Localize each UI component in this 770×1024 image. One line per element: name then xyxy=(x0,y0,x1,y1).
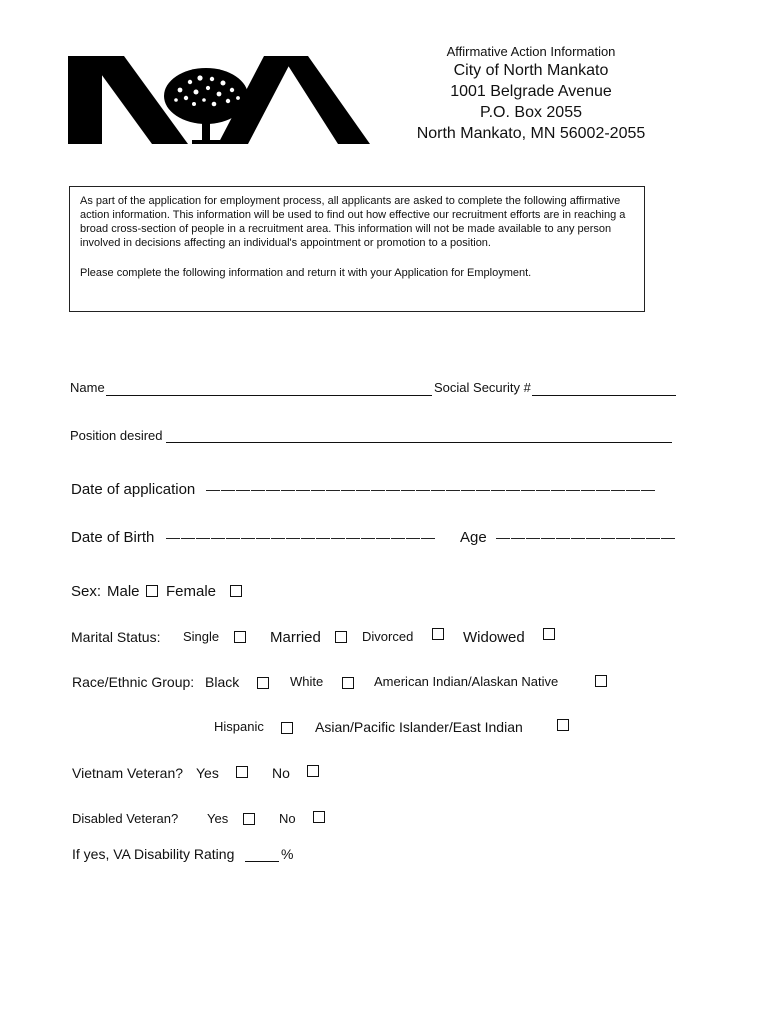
race-american-indian-checkbox[interactable] xyxy=(595,675,607,687)
race-asian-label: Asian/Pacific Islander/East Indian xyxy=(315,719,523,735)
sex-label: Sex: xyxy=(71,583,102,600)
vietnam-yes-label: Yes xyxy=(196,765,219,781)
marital-married-label: Married xyxy=(270,629,321,646)
ssn-field[interactable] xyxy=(532,395,676,396)
marital-divorced-label: Divorced xyxy=(362,629,414,644)
age-label: Age xyxy=(460,529,487,546)
va-rating-field[interactable] xyxy=(245,861,279,862)
sex-male-label: Male xyxy=(107,583,140,600)
marital-single-checkbox[interactable] xyxy=(234,631,246,643)
vietnam-no-checkbox[interactable] xyxy=(307,765,319,777)
name-field[interactable] xyxy=(106,395,432,396)
sex-female-label: Female xyxy=(166,583,217,600)
age-field[interactable]: ———————————— xyxy=(496,529,676,545)
va-rating-unit: % xyxy=(281,846,294,862)
marital-widowed-checkbox[interactable] xyxy=(543,628,555,640)
ssn-label: Social Security # xyxy=(434,380,531,395)
intro-paragraph: As part of the application for employment process, all applicants are asked to complete the following affirmative action information. This information will be used to find out how effective our recruitment efforts are in reaching a broad cross-section of people in a recruitment area. This information will not be made available to any person involved in decisions affecting an individual's appointment or promotion to a position. xyxy=(80,195,626,249)
race-label: Race/Ethnic Group: xyxy=(72,674,195,690)
disabled-yes-label: Yes xyxy=(207,811,229,826)
address-line1: 1001 Belgrade Avenue xyxy=(450,83,612,100)
disabled-no-label: No xyxy=(279,811,296,826)
date-application-label: Date of application xyxy=(71,481,196,498)
race-white-label: White xyxy=(290,674,324,689)
name-label: Name xyxy=(70,380,105,395)
position-field[interactable] xyxy=(166,442,672,443)
vietnam-yes-checkbox[interactable] xyxy=(236,766,248,778)
sex-female-checkbox[interactable] xyxy=(230,585,242,597)
disabled-no-checkbox[interactable] xyxy=(313,811,325,823)
race-hispanic-label: Hispanic xyxy=(214,719,264,734)
vietnam-no-label: No xyxy=(272,765,290,781)
sex-male-checkbox[interactable] xyxy=(146,585,158,597)
race-american-indian-label: American Indian/Alaskan Native xyxy=(374,674,559,689)
date-application-field[interactable]: —————————————————————————————— xyxy=(206,481,656,497)
org-name: City of North Mankato xyxy=(453,62,609,79)
va-rating-label: If yes, VA Disability Rating xyxy=(72,846,235,862)
marital-single-label: Single xyxy=(183,629,220,644)
address-line3: North Mankato, MN 56002-2055 xyxy=(416,125,646,142)
disabled-veteran-label: Disabled Veteran? xyxy=(72,811,179,826)
disabled-yes-checkbox[interactable] xyxy=(243,813,255,825)
intro-box xyxy=(69,186,645,312)
race-black-label: Black xyxy=(205,674,240,690)
position-label: Position desired xyxy=(70,428,163,443)
race-black-checkbox[interactable] xyxy=(257,677,269,689)
marital-status-label: Marital Status: xyxy=(71,629,161,645)
race-asian-checkbox[interactable] xyxy=(557,719,569,731)
form-subtitle: Affirmative Action Information xyxy=(446,44,616,59)
dob-label: Date of Birth xyxy=(71,529,155,546)
race-white-checkbox[interactable] xyxy=(342,677,354,689)
race-hispanic-checkbox[interactable] xyxy=(281,722,293,734)
nm-tree-logo xyxy=(68,52,370,146)
vietnam-veteran-label: Vietnam Veteran? xyxy=(72,765,184,781)
marital-divorced-checkbox[interactable] xyxy=(432,628,444,640)
address-line2: P.O. Box 2055 xyxy=(480,104,582,121)
instructions-paragraph: Please complete the following information and return it with your Application for Employment. xyxy=(80,267,532,279)
marital-widowed-label: Widowed xyxy=(463,629,525,646)
marital-married-checkbox[interactable] xyxy=(335,631,347,643)
dob-field[interactable]: —————————————————— xyxy=(166,529,436,545)
